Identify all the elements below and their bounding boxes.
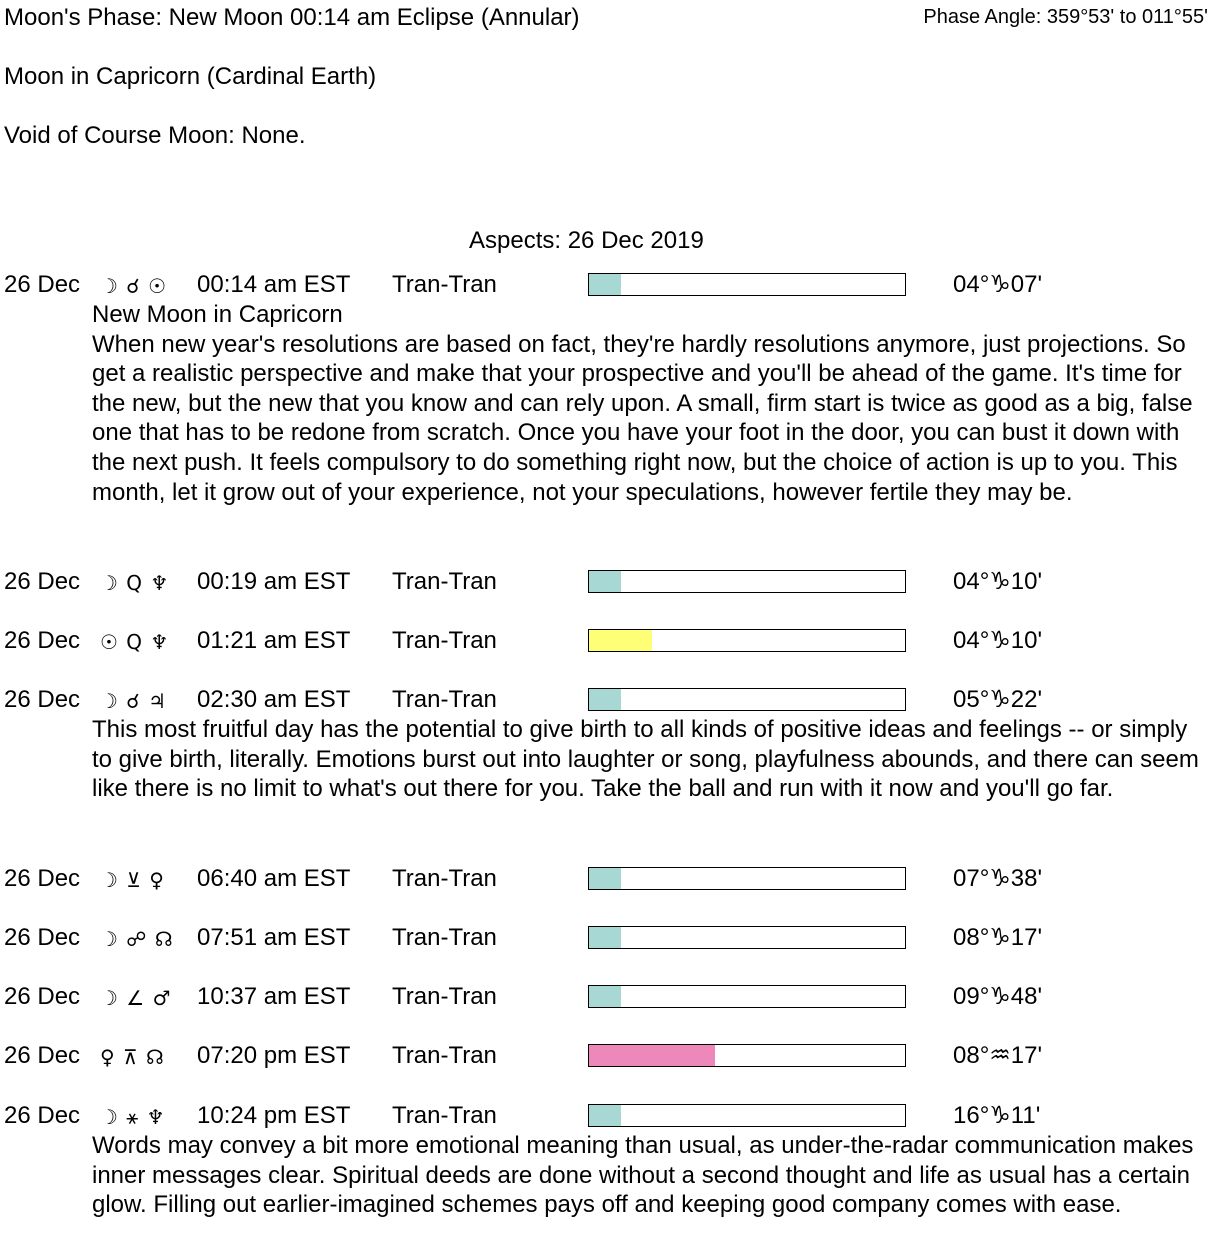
aspects-title: Aspects: 26 Dec 2019: [469, 227, 704, 254]
strength-bar: [588, 1044, 906, 1067]
strength-bar-fill: [589, 868, 621, 889]
aspect-title: New Moon in Capricorn: [92, 301, 343, 328]
aspect-position: 09°♑48': [953, 983, 1043, 1010]
strength-bar-fill: [589, 1045, 715, 1066]
aspect-time: 06:40 am EST: [197, 865, 351, 892]
aspect-row: [0, 685, 1222, 715]
aspect-text: This most fruitful day has the potential to give birth to all kinds of positive ideas and feelings -- or simply to give birth, literally. Emotions burst out into laughter or song, playfulness abounds, and there can seem like there is no limit to what's out there for you. Take the ball and run with it now and you'll go far.: [92, 716, 1199, 803]
aspect-text: Words may convey a bit more emotional meaning than usual, as under-the-radar communication makes inner messages clear. Spiritual deeds are done without a second thought and life as usual has a certain glow. Filling out earlier-imagined schemes pays off and keeping good company comes with ease.: [92, 1132, 1194, 1219]
strength-bar: [588, 629, 906, 652]
aspect-glyphs: ☽ ∠ ♂: [100, 986, 172, 1010]
aspect-interpretation: [92, 300, 1212, 507]
aspect-type: Tran-Tran: [392, 568, 497, 595]
aspect-text: When new year's resolutions are based on fact, they're hardly resolutions anymore, just projections. So get a realistic perspective and make that your prospective and you'll be ahead of the game. It's time for the new, but the new that you know and can rely upon. A small, firm start is twice as good as a big, false one that has to be redone from scratch. Once you have your foot in the door, you can bust it down with the next push. It feels compulsory to do something right now, but the choice of action is up to you. This month, let it grow out of your experience, not your speculations, however fertile they may be.: [92, 330, 1193, 506]
aspect-date: 26 Dec: [4, 627, 81, 654]
aspect-row: [0, 923, 1222, 953]
aspect-row: [0, 864, 1222, 894]
strength-bar: [588, 867, 906, 890]
aspect-type: Tran-Tran: [392, 924, 497, 951]
aspect-position: 16°♑11': [953, 1102, 1041, 1129]
strength-bar: [588, 570, 906, 593]
aspect-row: [0, 567, 1222, 597]
aspect-glyphs: ☽ ☍ ☊: [100, 927, 174, 951]
aspect-type: Tran-Tran: [392, 686, 497, 713]
strength-bar-fill: [589, 630, 652, 651]
aspect-row: [0, 626, 1222, 656]
aspect-row: [0, 270, 1222, 300]
strength-bar-fill: [589, 689, 621, 710]
aspect-type: Tran-Tran: [392, 1042, 497, 1069]
aspect-glyphs: ☽ ☌ ☉: [100, 274, 168, 298]
aspect-time: 01:21 am EST: [197, 627, 351, 654]
aspect-glyphs: ☽ ⊻ ♀: [100, 868, 165, 892]
strength-bar: [588, 1104, 906, 1127]
strength-bar-fill: [589, 986, 621, 1007]
aspect-position: 04°♑10': [953, 568, 1043, 595]
aspect-row: [0, 982, 1222, 1012]
aspect-glyphs: ☽ Q ♆: [100, 571, 170, 595]
aspect-position: 04°♑10': [953, 627, 1043, 654]
strength-bar: [588, 926, 906, 949]
aspect-time: 00:19 am EST: [197, 568, 351, 595]
aspect-time: 10:24 pm EST: [197, 1102, 351, 1129]
strength-bar: [588, 985, 906, 1008]
aspect-date: 26 Dec: [4, 924, 81, 951]
aspect-type: Tran-Tran: [392, 983, 497, 1010]
strength-bar: [588, 273, 906, 296]
aspect-position: 05°♑22': [953, 686, 1043, 713]
aspect-type: Tran-Tran: [392, 627, 497, 654]
aspect-date: 26 Dec: [4, 686, 81, 713]
aspect-position: 08°♑17': [953, 924, 1043, 951]
strength-bar-fill: [589, 571, 621, 592]
void-of-course-line: Void of Course Moon: None.: [4, 122, 306, 149]
aspect-glyphs: ☽ ⚹ ♆: [100, 1105, 166, 1129]
aspect-date: 26 Dec: [4, 271, 81, 298]
strength-bar-fill: [589, 927, 621, 948]
aspect-date: 26 Dec: [4, 865, 81, 892]
aspect-row: [0, 1101, 1222, 1131]
aspect-type: Tran-Tran: [392, 1102, 497, 1129]
aspect-type: Tran-Tran: [392, 865, 497, 892]
aspect-interpretation: [92, 715, 1212, 804]
aspect-position: 07°♑38': [953, 865, 1043, 892]
aspect-type: Tran-Tran: [392, 271, 497, 298]
aspect-time: 02:30 am EST: [197, 686, 351, 713]
aspect-glyphs: ☉ Q ♆: [100, 630, 170, 654]
aspect-interpretation: [92, 1131, 1212, 1220]
strength-bar-fill: [589, 1105, 621, 1126]
aspect-time: 07:20 pm EST: [197, 1042, 351, 1069]
aspect-row: [0, 1041, 1222, 1071]
aspect-date: 26 Dec: [4, 568, 81, 595]
moon-phase-line: Moon's Phase: New Moon 00:14 am Eclipse (Annular): [4, 4, 580, 31]
aspect-glyphs: ♀ ⊼ ☊: [100, 1045, 165, 1069]
strength-bar-fill: [589, 274, 621, 295]
aspect-time: 10:37 am EST: [197, 983, 351, 1010]
aspect-date: 26 Dec: [4, 983, 81, 1010]
aspect-position: 08°♒17': [953, 1042, 1043, 1069]
aspect-position: 04°♑07': [953, 271, 1043, 298]
moon-sign-line: Moon in Capricorn (Cardinal Earth): [4, 63, 377, 90]
strength-bar: [588, 688, 906, 711]
aspect-time: 00:14 am EST: [197, 271, 351, 298]
aspect-time: 07:51 am EST: [197, 924, 351, 951]
aspect-glyphs: ☽ ☌ ♃: [100, 689, 168, 713]
aspect-date: 26 Dec: [4, 1042, 81, 1069]
aspect-date: 26 Dec: [4, 1102, 81, 1129]
phase-angle: Phase Angle: 359°53' to 011°55': [923, 6, 1208, 28]
